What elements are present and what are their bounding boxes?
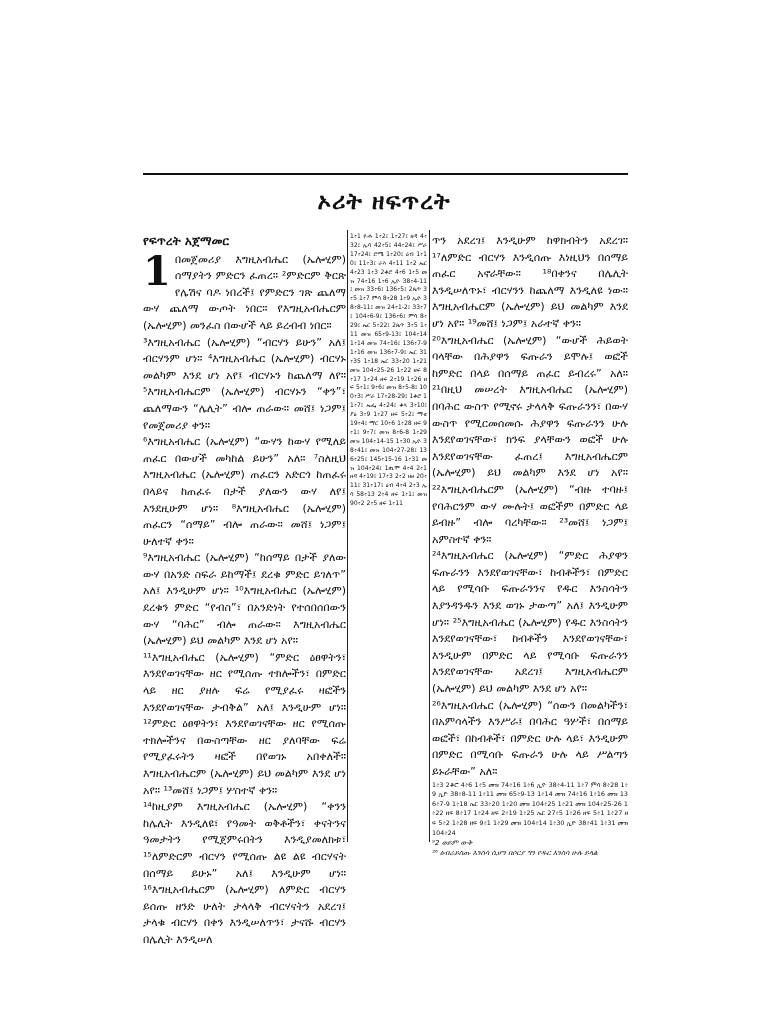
- header-rule: [143, 173, 628, 175]
- verse-paragraph: ²⁰እግዚአብሔር (ኤሎሂም) “ውሆች ሕይወት ባላቸው በሕያዋን ፍጡራን ይሞሉ፤ ወፎች ከምድር በላይ በሰማይ ጠፈር ይብረሩ” አለ። ²¹በዚህ መሠረት እግዚአብሔር (ኤሎሂም) በባሕር ውስጥ የሚኖሩ ታላላቅ ፍጡራንን፣ በውሃ ውስጥ የሚርመሰመሱ ሕያዋን ፍጡራንን ሁሉ እንደየወገናቸው፣ ክንፍ ያላቸውን ወፎች ሁሉ እንደየወገናቸው ፈጠረ፤ እግዚአብሔርም (ኤሎሂም) ይህ መልካም እንደ ሆነ አየ። ²²እግዚአብሔርም (ኤሎሂም) “ብዙ ተባዙ፤ የባሕርንም ውሃ ሙሉት፤ ወፎችም በምድር ላይ ይብዙ” ብሎ ባረካቸው። ²³መሸ፤ ነጋም፤ አምስተኛ ቀን።: [432, 333, 628, 546]
- left-text-column: [143, 233, 346, 946]
- verse-paragraph: ¹¹እግዚአብሔር (ኤሎሂም) “ምድር ዕፀዋትን፣ እንደየወገናቸው ዘር የሚሰጡ ተክሎችን፣ በምድር ላይ ዘር ያዘሉ ፍሬ የሚያፈሩ ዛፎችን እንደየወገናቸው ታብቅል” አለ፤ እንዲሁም ሆነ። ¹²ምድር ዕፀዋትን፣ እንደየወገናቸው ዘር የሚሰጡ ተክሎችንና በውስጣቸው ዘር ያለባቸው ፍሬ የሚያፈሩትን ዛፎች በየወገኑ አበቀለች። እግዚአብሔርም (ኤሎሂም) ይህ መልካም እንደ ሆነ አየ። ¹³መሸ፤ ነጋም፤ ሦስተኛ ቀን።: [143, 650, 346, 797]
- cross-reference-text: 1፥1 ዮሐ 1፥2፤ 1፥27፤ ዘዳ 4፥32፤ ኢሳ 42፥5፤ 44፥24፤ ሥራ 17፥24፤ ሮሜ 1፥20፤ ዕብ 1፥10፤ 11፥3፤ ራእ 4፥11 1፥2 ኤር 4፥23 1፥3 2ቆሮ 4፥6 1፥5 መዝ 74፥16 1፥6 ኢዮ 38፥4-11፤ መዝ 33፥6፤ 136፥5፤ 2ጴጥ 3፥5 1፥7 ምሳ 8፥28 1፥9 ኢዮ 38፥8-11፤ መዝ 24፥1-2፤ 33፥7፤ 104፥6-9፤ 136፥6፤ ምሳ 8፥29፤ ኤር 5፥22፤ 2ጴጥ 3፥5 1፥11 መዝ 65፥9-13፤ 104፥14 1፥14 መዝ 74፥16፤ 136፥7-9 1፥16 መዝ 136፥7-9፤ ኤር 31፥35 1፥18 ኤር 33፥20 1፥21 መዝ 104፥25-26 1፥22 ዘፍ 8፥17 1፥24 ዘፍ 2፥19 1፥26 ዘፍ 5፥1፤ 9፥6፤ መዝ 8፥5-8፤ 100፥3፤ ሥራ 17፥28-29፤ 1ቆሮ 11፥7፤ ኤፌ 4፥24፤ ቆላ 3፥10፤ ያዕ 3፥9 1፥27 ዘፍ 5፥2፤ ማቴ 19፥4፤ ማር 10፥6 1፥28 ዘፍ 9፥1፤ 9፥7፤ መዝ 8፥6-8 1፥29 መዝ 104፥14-15 1፥30 ኢዮ 38፥41፤ መዝ 104፥27-28፤ 136፥25፤ 145፥15-16 1፥31 መዝ 104፥24፤ 1ጢሞ 4፥4 2፥1 ዘዳ 4፥19፤ 17፥3 2፥2 ዘፀ 20፥11፤ 31፥17፤ ዕብ 4፥4 2፥3 ኢሳ 58፥13 2፥4 ዘፍ 1፥1፤ መዝ 90፥2 2፥5 ዘፍ 1፥11: [350, 233, 427, 508]
- reference-block: 1፥3 2ቆሮ 4፥6 1፥5 መዝ 74፥16 1፥6 ኢዮ 38፥4-11 1፥7 ምሳ 8፥28 1፥9 ኢዮ 38፥8-11 1፥11 መዝ 65፥9-13 1፥14 መዝ 74፥16 1፥16 መዝ 136፥7-9 1፥18 ኤር 33፥20 1፥20 መዝ 104፥25 1፥21 መዝ 104፥25-26 1፥22 ዘፍ 8፥17 1፥24 ዘፍ 2፥19 1፥25 ኤር 27፥5 1፥26 ዘፍ 5፥1 1፥27 ዘፍ 5፥2 1፥28 ዘፍ 9፥1 1፥29 መዝ 104፥14 1፥30 ኢዮ 38፥41 1፥31 መዝ 104፥24: [432, 780, 628, 837]
- verse-paragraph: ⁶እግዚአብሔር (ኤሎሂም) “ውሃን ከውሃ የሚለይ ጠፈር በውሆች መካከል ይሁን” አለ። ⁷ስለዚህ እግዚአብሔር (ኤሎሂም) ጠፈርን አድርጎ ከጠፈሩ በላይና ከጠፈሩ በታች ያለውን ውሃ ለየ፤ እንደዚሁም ሆነ። ⁸እግዚአብሔር (ኤሎሂም) ጠፈርን “ሰማይ” ብሎ ጠራው። መሸ፤ ነጋም፤ ሁለተኛ ቀን።: [143, 435, 346, 548]
- verse-paragraph: ¹⁴ከዚያም እግዚአብሔር (ኤሎሂም) “ቀንን ከሌሊት እንዲለዩ፣ የዓመት ወቅቶችን፣ ቀናትንና ዓመታትን የሚጀምሩበትን እንዲያመለክቱ፣ ¹⁵ለምድርም ብርሃን የሚሰጡ ልዩ ልዩ ብርሃናት በሰማይ ይሁኑ” አለ፤ እንዲሁም ሆነ። ¹⁶እግዚአብሔርም (ኤሎሂም) ለምድር ብርሃን ይሰጡ ዘንድ ሁለት ታላላቅ ብርሃናትን አደረገ፤ ታላቁ ብርሃን በቀን እንዲሠለጥን፣ ታናሹ ብርሃን በሌሊት እንዲሠለ: [143, 800, 346, 946]
- verse-paragraph: ⁹እግዚአብሔር (ኤሎሂም) “ከሰማይ በታች ያለው ውሃ በአንድ ስፍራ ይከማች፤ ደረቁ ምድር ይገለጥ” አለ፤ እንዲሁም ሆነ። ¹⁰እግዚአብሔር (ኤሎሂም) ደረቁን ምድር “የብስ”፣ በአንድነት የተሰበሰበውን ውሃ “ባሕር” ብሎ ጠራው። እግዚአብሔር (ኤሎሂም) ይህ መልካም እንደ ሆነ አየ።: [143, 551, 346, 648]
- verse-paragraph: ³እግዚአብሔር (ኤሎሂም) “ብርሃን ይሁን” አለ፤ ብርሃንም ሆነ። ⁴እግዚአብሔር (ኤሎሂም) ብርሃኑ መልካም እንደ ሆነ አየ፤ ብርሃኑን ከጨለማ ለየ። ⁵እግዚአብሔርም (ኤሎሂም) ብርሃኑን “ቀን”፣ ጨለማውን “ሌሊት” ብሎ ጠራው። መሸ፤ ነጋም፤ የመጀመሪያ ቀን።: [143, 335, 346, 432]
- verse-paragraph: ጥን አደረገ፤ እንዲሁም ከዋክብትን አደረገ። ¹⁷ለምድር ብርሃን እንዲሰጡ እነዚህን በሰማይ ጠፈር አኖራቸው። ¹⁸በቀንና በሌሊት እንዲሠለጥኑ፣ ብርሃንን ከጨለማ እንዲለዩ ነው። እግዚአብሔርም (ኤሎሂም) ይህ መልካም እንደ ሆነ አየ። ¹⁹መሸ፤ ነጋም፤ አራተኛ ቀን።: [432, 234, 628, 330]
- verse-paragraph: ²⁴እግዚአብሔር (ኤሎሂም) “ምድር ሕያዋን ፍጡራንን እንደየወገናቸው፣ ከብቶችን፣ በምድር ላይ የሚሳቡ ፍጡራንንና የዱር እንስሳትን እያንዳንዱን እንደ ወገኑ ታውጣ” አለ፤ እንዲሁም ሆነ። ²⁵እግዚአብሔር (ኤሎሂም) የዱር እንስሳትን እንደየወገናቸው፣ ከብቶችን እንደየወገናቸው፣ እንዲሁም በምድር ላይ የሚሳቡ ፍጡራንን እንደየወገናቸው አደረገ፤ እግዚአብሔርም (ኤሎሂም) ይህ መልካም እንደ ሆነ አየ።: [432, 549, 628, 696]
- chapter-number: 1: [143, 247, 171, 295]
- verse-paragraph: ²⁶እግዚአብሔር (ኤሎሂም) “ሰውን በመልካችን፣ በአምሳላችን እንሥራ፤ በባሕር ዓሦች፣ በሰማይ ወፎች፣ በከብቶች፣ በምድር ሁሉ ላይ፣ እንዲሁም በምድር በሚሳቡ ፍጡራን ሁሉ ላይ ሥልጣን ይኑራቸው” አለ።: [432, 698, 628, 778]
- book-title: ኦሪት ዘፍጥረት: [317, 188, 451, 215]
- column-divider: [429, 230, 430, 842]
- right-text-column: [432, 233, 628, 858]
- footnote: ⁹2 ወይም ውቅ: [432, 838, 473, 848]
- section-heading: የፍጥረት አጀማመር: [143, 234, 230, 248]
- column-divider: [347, 230, 348, 842]
- verse-paragraph: በመጀመሪያ እግዚአብሔር (ኤሎሂም) ሰማያትን ምድርን ፈጠረ። ²ምድርም ቅርጽ የሌሽና ባዶ ነበረች፤ የምድርን ገጽ ጨለማ ውሃ ጨለማ ውጦት ነበር። የእግዚአብሔርም (ኤሎሂም) መንፈስ በውሆች ላይ ይረብብ ነበር።: [143, 252, 346, 332]
- cross-reference-column: [350, 233, 427, 843]
- footnote: ²⁶ ዕብራይስጡ እንስሳ ሲሆን በሶርያ ግን የዱር እንስሳ ሁሉ ይላል: [432, 848, 598, 858]
